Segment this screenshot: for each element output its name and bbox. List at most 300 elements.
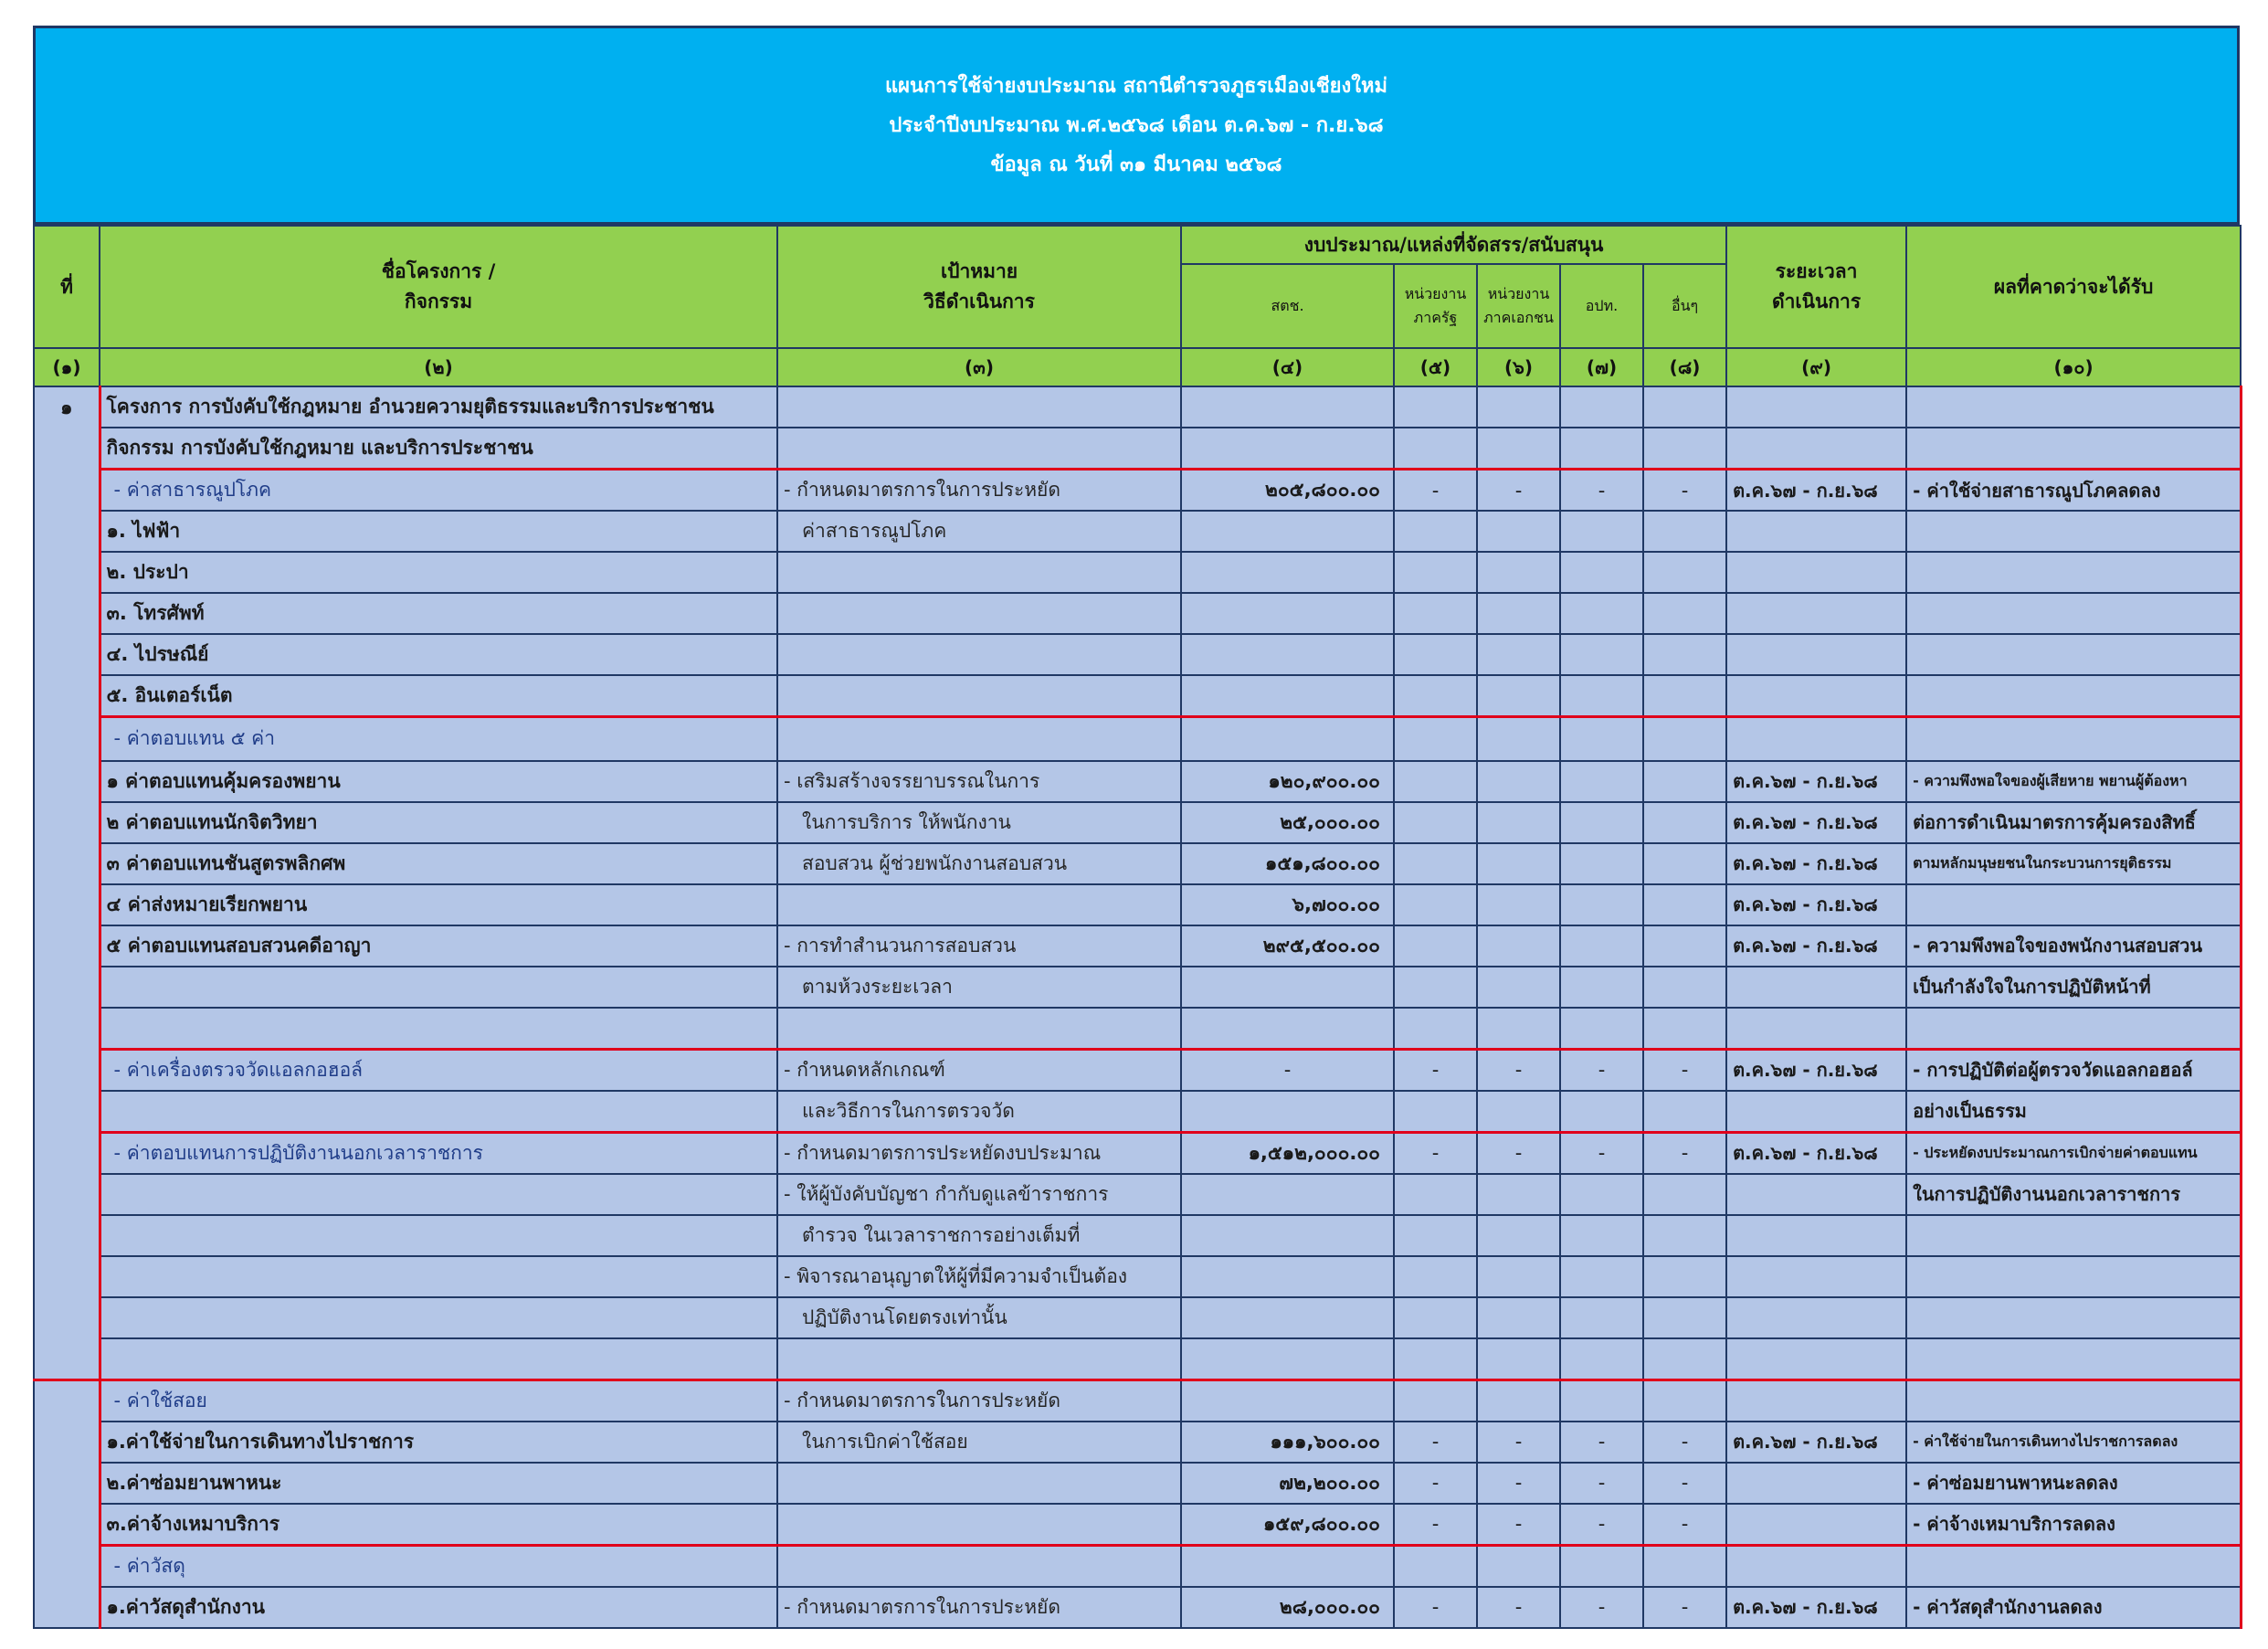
target-method	[777, 717, 1181, 761]
budget-govt	[1394, 1091, 1477, 1133]
target-method	[777, 634, 1181, 675]
table-row	[34, 1215, 2241, 1256]
operation-period	[1726, 1215, 1906, 1256]
col-budget-police-header: สตช.	[1181, 264, 1394, 348]
operation-period: ต.ค.๖๗ - ก.ย.๖๘	[1726, 1132, 1906, 1174]
budget-private	[1477, 1256, 1560, 1297]
project-name: - ค่าใช้สอย	[100, 1379, 777, 1422]
title-line-1: แผนการใช้จ่ายงบประมาณ สถานีตำรวจภูธรเมืองเชียงใหม่	[884, 74, 1388, 98]
budget-other	[1643, 428, 1726, 470]
expected-result	[1906, 675, 2241, 717]
row-number: ๑	[34, 386, 100, 1379]
budget-local	[1560, 675, 1643, 717]
budget-other: -	[1643, 1132, 1726, 1174]
budget-other	[1643, 1008, 1726, 1050]
target-method: ปฏิบัติงานโดยตรงเท่านั้น	[777, 1297, 1181, 1338]
col-number: (๗)	[1560, 348, 1643, 386]
table-row	[34, 428, 2241, 470]
table-body	[34, 386, 2241, 1628]
operation-period	[1726, 428, 1906, 470]
target-method	[777, 1545, 1181, 1587]
operation-period: ต.ค.๖๗ - ก.ย.๖๘	[1726, 843, 1906, 884]
budget-other	[1643, 1174, 1726, 1215]
col-no-header: ที่	[34, 226, 100, 348]
budget-private	[1477, 634, 1560, 675]
project-name: ๒.ค่าซ่อมยานพาหนะ	[100, 1463, 777, 1504]
target-method: ในการเบิกค่าใช้สอย	[777, 1422, 1181, 1463]
expected-result: - ความพึงพอใจของพนักงานสอบสวน	[1906, 925, 2241, 967]
project-name	[100, 1174, 777, 1215]
budget-other: -	[1643, 1504, 1726, 1546]
budget-police-amount	[1181, 1174, 1394, 1215]
project-name: ๕ ค่าตอบแทนสอบสวนคดีอาญา	[100, 925, 777, 967]
expected-result	[1906, 1215, 2241, 1256]
operation-period	[1726, 1008, 1906, 1050]
project-name: - ค่าตอบแทน ๕ ค่า	[100, 717, 777, 761]
budget-local	[1560, 761, 1643, 802]
col-budget-group-header: งบประมาณ/แหล่งที่จัดสรร/สนับสนุน	[1181, 226, 1726, 264]
budget-local: -	[1560, 470, 1643, 512]
budget-govt	[1394, 1215, 1477, 1256]
budget-other: -	[1643, 1587, 1726, 1628]
target-method: ตำรวจ ในเวลาราชการอย่างเต็มที่	[777, 1215, 1181, 1256]
expected-result: - ค่าซ่อมยานพาหนะลดลง	[1906, 1463, 2241, 1504]
operation-period	[1726, 1256, 1906, 1297]
budget-govt	[1394, 511, 1477, 552]
budget-govt: -	[1394, 1132, 1477, 1174]
budget-govt	[1394, 761, 1477, 802]
operation-period: ต.ค.๖๗ - ก.ย.๖๘	[1726, 1587, 1906, 1628]
expected-result: ในการปฏิบัติงานนอกเวลาราชการ	[1906, 1174, 2241, 1215]
table-row	[34, 802, 2241, 843]
budget-govt: -	[1394, 1463, 1477, 1504]
col-target-header: เป้าหมาย วิธีดำเนินการ	[777, 226, 1181, 348]
budget-govt	[1394, 1545, 1477, 1587]
operation-period	[1726, 1091, 1906, 1133]
target-method	[777, 386, 1181, 428]
budget-local: -	[1560, 1049, 1643, 1091]
project-name: ๓ ค่าตอบแทนชันสูตรพลิกศพ	[100, 843, 777, 884]
project-name: ๒ ค่าตอบแทนนักจิตวิทยา	[100, 802, 777, 843]
budget-other	[1643, 1215, 1726, 1256]
table-row	[34, 1379, 2241, 1422]
operation-period	[1726, 1379, 1906, 1422]
budget-other	[1643, 386, 1726, 428]
target-method: - กำหนดมาตรการในการประหยัด	[777, 470, 1181, 512]
expected-result: ต่อการดำเนินมาตรการคุ้มครองสิทธิ์	[1906, 802, 2241, 843]
row-number-continued	[34, 1379, 100, 1628]
expected-result	[1906, 1379, 2241, 1422]
budget-police-amount: ๖,๗๐๐.๐๐	[1181, 884, 1394, 925]
budget-private	[1477, 843, 1560, 884]
budget-govt	[1394, 428, 1477, 470]
expected-result: - ค่าใช้จ่ายสาธารณูปโภคลดลง	[1906, 470, 2241, 512]
operation-period: ต.ค.๖๗ - ก.ย.๖๘	[1726, 761, 1906, 802]
target-method: - กำหนดมาตรการในการประหยัด	[777, 1379, 1181, 1422]
budget-local	[1560, 802, 1643, 843]
budget-police-amount	[1181, 967, 1394, 1008]
table-row	[34, 593, 2241, 634]
project-name: - ค่าสาธารณูปโภค	[100, 470, 777, 512]
operation-period: ต.ค.๖๗ - ก.ย.๖๘	[1726, 1049, 1906, 1091]
operation-period: ต.ค.๖๗ - ก.ย.๖๘	[1726, 802, 1906, 843]
budget-police-amount: ๗๒,๒๐๐.๐๐	[1181, 1463, 1394, 1504]
budget-govt: -	[1394, 1422, 1477, 1463]
budget-local	[1560, 843, 1643, 884]
expected-result: - ค่าวัสดุสำนักงานลดลง	[1906, 1587, 2241, 1628]
table-row	[34, 552, 2241, 593]
budget-private: -	[1477, 1132, 1560, 1174]
col-number: (๒)	[100, 348, 777, 386]
budget-private	[1477, 967, 1560, 1008]
expected-result: - การปฏิบัติต่อผู้ตรวจวัดแอลกอฮอล์	[1906, 1049, 2241, 1091]
budget-police-amount	[1181, 634, 1394, 675]
expected-result	[1906, 511, 2241, 552]
project-name	[100, 1256, 777, 1297]
project-name: ๔ ค่าส่งหมายเรียกพยาน	[100, 884, 777, 925]
operation-period: ต.ค.๖๗ - ก.ย.๖๘	[1726, 884, 1906, 925]
budget-other: -	[1643, 1463, 1726, 1504]
table-row	[34, 1463, 2241, 1504]
budget-local	[1560, 1297, 1643, 1338]
col-budget-other-header: อื่นๆ	[1643, 264, 1726, 348]
expected-result	[1906, 1545, 2241, 1587]
project-name: - ค่าตอบแทนการปฏิบัติงานนอกเวลาราชการ	[100, 1132, 777, 1174]
col-budget-private-header: หน่วยงาน ภาคเอกชน	[1477, 264, 1560, 348]
budget-sheet	[33, 26, 2240, 1629]
budget-police-amount	[1181, 511, 1394, 552]
table-row	[34, 1504, 2241, 1546]
title-line-3: ข้อมูล ณ วันที่ ๓๑ มีนาคม ๒๕๖๘	[990, 153, 1282, 176]
expected-result	[1906, 717, 2241, 761]
target-method: - กำหนดมาตรการในการประหยัด	[777, 1587, 1181, 1628]
budget-govt	[1394, 843, 1477, 884]
target-method	[777, 675, 1181, 717]
target-method	[777, 1008, 1181, 1050]
budget-other	[1643, 1379, 1726, 1422]
project-name	[100, 1215, 777, 1256]
target-method: - ให้ผู้บังคับบัญชา กำกับดูแลข้าราชการ	[777, 1174, 1181, 1215]
budget-private: -	[1477, 1587, 1560, 1628]
budget-local	[1560, 593, 1643, 634]
table-row	[34, 1049, 2241, 1091]
budget-private	[1477, 511, 1560, 552]
operation-period	[1726, 1463, 1906, 1504]
budget-local	[1560, 1174, 1643, 1215]
budget-private	[1477, 1338, 1560, 1380]
target-method: ในการบริการ ให้พนักงาน	[777, 802, 1181, 843]
project-name: ๒. ประปา	[100, 552, 777, 593]
table-row	[34, 1422, 2241, 1463]
operation-period	[1726, 634, 1906, 675]
budget-other: -	[1643, 1049, 1726, 1091]
table-row	[34, 1256, 2241, 1297]
col-number: (๔)	[1181, 348, 1394, 386]
budget-local	[1560, 1091, 1643, 1133]
budget-other	[1643, 884, 1726, 925]
budget-police-amount: ๒๘,๐๐๐.๐๐	[1181, 1587, 1394, 1628]
budget-other	[1643, 802, 1726, 843]
project-name: ๕. อินเตอร์เน็ต	[100, 675, 777, 717]
budget-other	[1643, 1545, 1726, 1587]
operation-period	[1726, 675, 1906, 717]
budget-govt	[1394, 675, 1477, 717]
budget-private	[1477, 717, 1560, 761]
budget-police-amount: ๑๕๑,๘๐๐.๐๐	[1181, 843, 1394, 884]
budget-police-amount: ๒๐๕,๘๐๐.๐๐	[1181, 470, 1394, 512]
project-name	[100, 1091, 777, 1133]
target-method	[777, 428, 1181, 470]
budget-other	[1643, 843, 1726, 884]
table-row	[34, 386, 2241, 428]
project-name: - ค่าเครื่องตรวจวัดแอลกอฮอล์	[100, 1049, 777, 1091]
expected-result: - ค่าใช้จ่ายในการเดินทางไปราชการลดลง	[1906, 1422, 2241, 1463]
budget-govt: -	[1394, 1587, 1477, 1628]
project-name: ๓. โทรศัพท์	[100, 593, 777, 634]
budget-local	[1560, 1338, 1643, 1380]
project-name	[100, 1297, 777, 1338]
expected-result: เป็นกำลังใจในการปฏิบัติหน้าที่	[1906, 967, 2241, 1008]
budget-police-amount	[1181, 1297, 1394, 1338]
budget-govt	[1394, 717, 1477, 761]
budget-other	[1643, 1297, 1726, 1338]
budget-local	[1560, 967, 1643, 1008]
table-row	[34, 1174, 2241, 1215]
budget-local	[1560, 634, 1643, 675]
budget-local	[1560, 1545, 1643, 1587]
table-row	[34, 470, 2241, 512]
table-row	[34, 1008, 2241, 1050]
budget-other	[1643, 593, 1726, 634]
budget-govt	[1394, 1338, 1477, 1380]
budget-other	[1643, 675, 1726, 717]
operation-period	[1726, 1338, 1906, 1380]
budget-private	[1477, 675, 1560, 717]
col-result-header: ผลที่คาดว่าจะได้รับ	[1906, 226, 2241, 348]
table-row	[34, 1091, 2241, 1133]
budget-police-amount: ๑๑๑,๖๐๐.๐๐	[1181, 1422, 1394, 1463]
budget-local	[1560, 1008, 1643, 1050]
budget-other	[1643, 967, 1726, 1008]
table-row	[34, 511, 2241, 552]
budget-police-amount	[1181, 386, 1394, 428]
col-number: (๖)	[1477, 348, 1560, 386]
budget-private	[1477, 386, 1560, 428]
operation-period	[1726, 1174, 1906, 1215]
budget-private	[1477, 761, 1560, 802]
table-row	[34, 634, 2241, 675]
budget-police-amount: -	[1181, 1049, 1394, 1091]
budget-govt	[1394, 1379, 1477, 1422]
budget-private	[1477, 1215, 1560, 1256]
col-number: (๑)	[34, 348, 100, 386]
budget-other: -	[1643, 470, 1726, 512]
title-line-2: ประจำปีงบประมาณ พ.ศ.๒๕๖๘ เดือน ต.ค.๖๗ - ก.ย.๖๘	[889, 113, 1384, 137]
table-row	[34, 925, 2241, 967]
table-row	[34, 967, 2241, 1008]
expected-result	[1906, 634, 2241, 675]
budget-local	[1560, 428, 1643, 470]
project-name	[100, 967, 777, 1008]
budget-private: -	[1477, 1463, 1560, 1504]
budget-local	[1560, 1256, 1643, 1297]
budget-other	[1643, 634, 1726, 675]
operation-period	[1726, 552, 1906, 593]
budget-private	[1477, 552, 1560, 593]
budget-police-amount	[1181, 1215, 1394, 1256]
col-project-header: ชื่อโครงการ / กิจกรรม	[100, 226, 777, 348]
expected-result	[1906, 593, 2241, 634]
budget-private	[1477, 428, 1560, 470]
col-budget-local-header: อปท.	[1560, 264, 1643, 348]
target-method: ตามห้วงระยะเวลา	[777, 967, 1181, 1008]
budget-police-amount	[1181, 1379, 1394, 1422]
budget-local	[1560, 552, 1643, 593]
project-name: โครงการ การบังคับใช้กฎหมาย อำนวยความยุติธรรมและบริการประชาชน	[100, 386, 777, 428]
target-method	[777, 1504, 1181, 1546]
target-method	[777, 1338, 1181, 1380]
operation-period	[1726, 593, 1906, 634]
expected-result: - ประหยัดงบประมาณการเบิกจ่ายค่าตอบแทน	[1906, 1132, 2241, 1174]
target-method	[777, 1463, 1181, 1504]
table-row	[34, 1545, 2241, 1587]
table-row	[34, 884, 2241, 925]
budget-police-amount	[1181, 1545, 1394, 1587]
target-method: - กำหนดมาตรการประหยัดงบประมาณ	[777, 1132, 1181, 1174]
target-method: - กำหนดหลักเกณฑ์	[777, 1049, 1181, 1091]
budget-local	[1560, 511, 1643, 552]
operation-period	[1726, 511, 1906, 552]
target-method: สอบสวน ผู้ช่วยพนักงานสอบสวน	[777, 843, 1181, 884]
table-row	[34, 1132, 2241, 1174]
budget-other	[1643, 1091, 1726, 1133]
budget-govt	[1394, 1297, 1477, 1338]
table-row	[34, 843, 2241, 884]
col-number: (๘)	[1643, 348, 1726, 386]
project-name: ๑.ค่าใช้จ่ายในการเดินทางไปราชการ	[100, 1422, 777, 1463]
budget-local	[1560, 386, 1643, 428]
budget-police-amount	[1181, 552, 1394, 593]
expected-result	[1906, 1256, 2241, 1297]
col-number: (๕)	[1394, 348, 1477, 386]
budget-local	[1560, 717, 1643, 761]
expected-result: ตามหลักมนุษยชนในกระบวนการยุติธรรม	[1906, 843, 2241, 884]
table-row	[34, 761, 2241, 802]
budget-police-amount	[1181, 1256, 1394, 1297]
budget-police-amount	[1181, 1091, 1394, 1133]
operation-period: ต.ค.๖๗ - ก.ย.๖๘	[1726, 925, 1906, 967]
budget-private: -	[1477, 1504, 1560, 1546]
expected-result	[1906, 1297, 2241, 1338]
target-method	[777, 593, 1181, 634]
budget-local: -	[1560, 1504, 1643, 1546]
budget-police-amount	[1181, 1008, 1394, 1050]
budget-local: -	[1560, 1422, 1643, 1463]
budget-private	[1477, 593, 1560, 634]
budget-private: -	[1477, 1422, 1560, 1463]
budget-govt	[1394, 593, 1477, 634]
budget-other	[1643, 552, 1726, 593]
expected-result	[1906, 1008, 2241, 1050]
budget-govt: -	[1394, 1504, 1477, 1546]
operation-period	[1726, 967, 1906, 1008]
budget-private	[1477, 802, 1560, 843]
project-name: - ค่าวัสดุ	[100, 1545, 777, 1587]
budget-govt	[1394, 802, 1477, 843]
title-banner	[33, 26, 2240, 225]
col-number: (๑๐)	[1906, 348, 2241, 386]
table-row	[34, 675, 2241, 717]
project-name: ๑.ค่าวัสดุสำนักงาน	[100, 1587, 777, 1628]
budget-govt	[1394, 967, 1477, 1008]
budget-private	[1477, 1379, 1560, 1422]
budget-local	[1560, 1215, 1643, 1256]
budget-police-amount	[1181, 593, 1394, 634]
project-name: ๑ ค่าตอบแทนคุ้มครองพยาน	[100, 761, 777, 802]
project-name: กิจกรรม การบังคับใช้กฎหมาย และบริการประชาชน	[100, 428, 777, 470]
project-name: ๑. ไฟฟ้า	[100, 511, 777, 552]
expected-result	[1906, 1338, 2241, 1380]
budget-private: -	[1477, 470, 1560, 512]
budget-police-amount	[1181, 428, 1394, 470]
target-method	[777, 884, 1181, 925]
budget-police-amount: ๒๙๕,๕๐๐.๐๐	[1181, 925, 1394, 967]
col-number: (๙)	[1726, 348, 1906, 386]
budget-other	[1643, 1256, 1726, 1297]
budget-local: -	[1560, 1132, 1643, 1174]
budget-local	[1560, 1379, 1643, 1422]
budget-private	[1477, 884, 1560, 925]
table-row	[34, 1297, 2241, 1338]
budget-private	[1477, 925, 1560, 967]
budget-table	[33, 225, 2242, 1629]
budget-local	[1560, 884, 1643, 925]
budget-govt: -	[1394, 1049, 1477, 1091]
operation-period: ต.ค.๖๗ - ก.ย.๖๘	[1726, 1422, 1906, 1463]
budget-private	[1477, 1008, 1560, 1050]
budget-govt	[1394, 552, 1477, 593]
budget-police-amount: ๑๒๐,๙๐๐.๐๐	[1181, 761, 1394, 802]
project-name: ๓.ค่าจ้างเหมาบริการ	[100, 1504, 777, 1546]
expected-result	[1906, 386, 2241, 428]
budget-govt	[1394, 386, 1477, 428]
budget-other	[1643, 925, 1726, 967]
expected-result: - ค่าจ้างเหมาบริการลดลง	[1906, 1504, 2241, 1546]
budget-govt	[1394, 884, 1477, 925]
col-budget-govt-header: หน่วยงาน ภาครัฐ	[1394, 264, 1477, 348]
project-name	[100, 1008, 777, 1050]
budget-govt	[1394, 634, 1477, 675]
budget-govt	[1394, 1174, 1477, 1215]
expected-result	[1906, 884, 2241, 925]
budget-police-amount: ๒๕,๐๐๐.๐๐	[1181, 802, 1394, 843]
budget-private	[1477, 1174, 1560, 1215]
budget-private: -	[1477, 1049, 1560, 1091]
budget-local: -	[1560, 1587, 1643, 1628]
expected-result	[1906, 428, 2241, 470]
budget-govt: -	[1394, 470, 1477, 512]
budget-other	[1643, 717, 1726, 761]
col-period-header: ระยะเวลา ดำเนินการ	[1726, 226, 1906, 348]
expected-result: อย่างเป็นธรรม	[1906, 1091, 2241, 1133]
budget-other	[1643, 511, 1726, 552]
budget-police-amount	[1181, 1338, 1394, 1380]
target-method: - พิจารณาอนุญาตให้ผู้ที่มีความจำเป็นต้อง	[777, 1256, 1181, 1297]
budget-police-amount	[1181, 717, 1394, 761]
operation-period	[1726, 1545, 1906, 1587]
budget-govt	[1394, 1008, 1477, 1050]
budget-police-amount: ๑,๕๑๒,๐๐๐.๐๐	[1181, 1132, 1394, 1174]
